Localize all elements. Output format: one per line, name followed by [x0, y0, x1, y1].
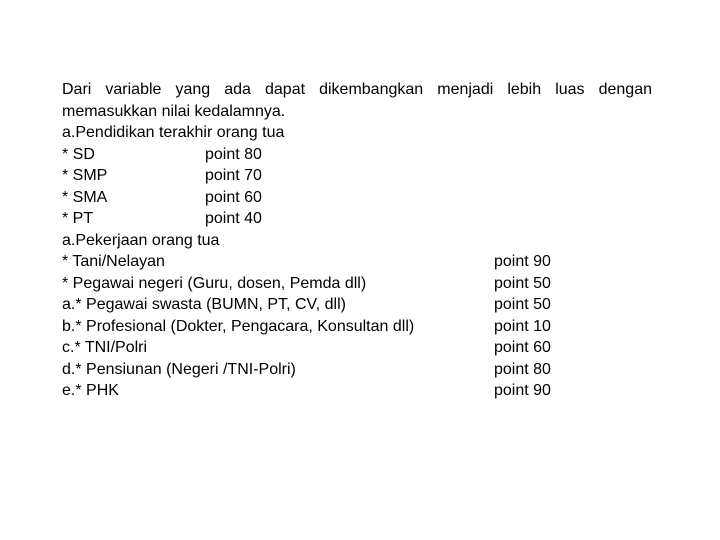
education-item	[62, 187, 652, 209]
occupation-item-label: c.* TNI/Polri	[62, 339, 148, 356]
occupation-item	[62, 251, 652, 273]
occupation-item-points: point 50	[494, 296, 551, 313]
occupation-item-label: b.* Profesional (Dokter, Pengacara, Konsultan dll)	[62, 317, 415, 335]
occupation-item-points: point 80	[494, 360, 551, 378]
occupation-item-points: point 90	[494, 382, 551, 399]
occupation-item-label: * Pegawai negeri (Guru, dosen, Pemda dll)	[62, 274, 367, 292]
occupation-heading-text: a.Pekerjaan orang tua	[62, 231, 220, 249]
occupation-item	[62, 294, 652, 316]
education-item	[62, 165, 652, 187]
education-item-label: * SMP	[62, 167, 108, 184]
document-body	[62, 79, 652, 402]
occupation-item-label: e.* PHK	[62, 382, 119, 399]
occupation-item-label: a.* Pegawai swasta (BUMN, PT, CV, dll)	[62, 296, 346, 313]
education-item-label: * SMA	[62, 188, 108, 206]
occupation-item	[62, 337, 652, 359]
education-item-points: point 70	[205, 167, 262, 184]
education-heading	[62, 122, 652, 144]
occupation-item-points: point 90	[494, 253, 551, 270]
occupation-item-label: d.* Pensiunan (Negeri /TNI-Polri)	[62, 360, 296, 378]
occupation-item	[62, 273, 652, 295]
occupation-item-points: point 60	[494, 339, 551, 356]
intro-text-line-1: Dari variable yang ada dapat dikembangkan menjadi lebih luas dengan	[62, 81, 652, 98]
education-item	[62, 208, 652, 230]
occupation-heading	[62, 230, 652, 252]
education-item	[62, 144, 652, 166]
occupation-item-points: point 50	[494, 274, 551, 292]
intro-text-line-2: memasukkan nilai kedalamnya.	[62, 102, 286, 120]
occupation-item	[62, 380, 652, 402]
education-item-points: point 40	[205, 210, 262, 227]
education-item-points: point 60	[205, 188, 262, 206]
occupation-item-label: * Tani/Nelayan	[62, 253, 165, 270]
occupation-item	[62, 359, 652, 381]
education-item-label: * PT	[62, 210, 94, 227]
occupation-item	[62, 316, 652, 338]
education-item-points: point 80	[205, 145, 262, 163]
education-heading-text: a.Pendidikan terakhir orang tua	[62, 124, 285, 141]
education-item-label: * SD	[62, 145, 95, 163]
occupation-item-points: point 10	[494, 317, 551, 335]
